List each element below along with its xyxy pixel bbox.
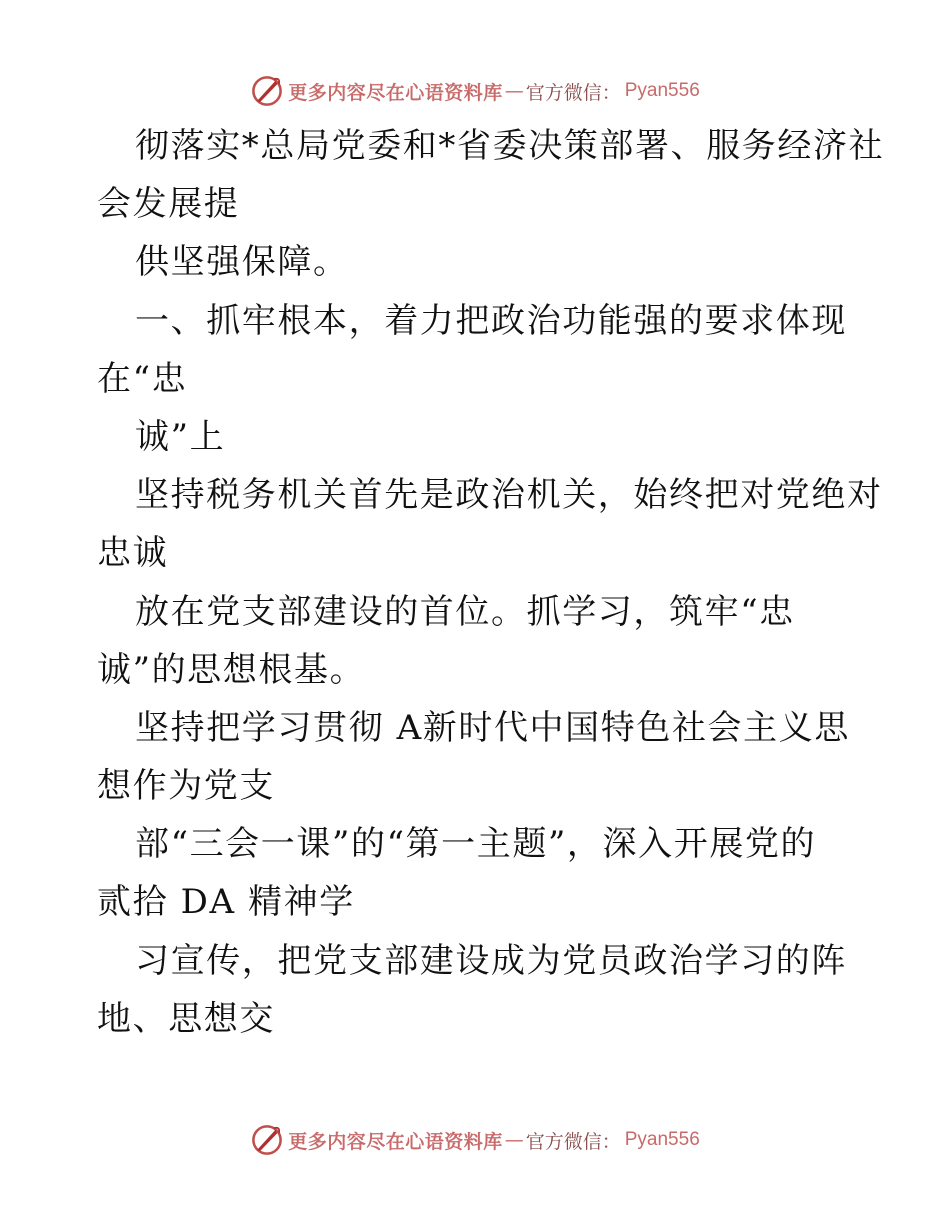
text-line: 诚”的思想根基。: [97, 649, 366, 690]
watermark-dash: —: [504, 1129, 524, 1151]
watermark-sub-text: 官方微信：: [525, 81, 621, 104]
watermark-sub-text: 官方微信：: [525, 1130, 621, 1153]
watermark-header: [0, 71, 950, 111]
watermark-id-text: Pyan556: [624, 80, 700, 101]
text-line: 彻落实*总局党委和*省委决策部署、服务经济社: [135, 126, 885, 166]
text-line: 地、思想交: [97, 998, 275, 1039]
section-heading-line: 在“忠: [97, 358, 188, 399]
text-line: 供坚强保障。: [135, 242, 349, 283]
text-line: 习宣传，把党支部建设成为党员政治学习的阵: [135, 940, 847, 981]
section-heading-line: 一、抓牢根本，着力把政治功能强的要求体现: [135, 300, 847, 341]
text-line: 部“三会一课”的“第一主题”，深入开展党的: [135, 824, 817, 865]
watermark-main-text: 更多内容尽在心语资料库: [288, 1130, 503, 1153]
section-heading-line: 诚”上: [135, 416, 226, 457]
quill-logo-icon: [250, 74, 284, 108]
text-line: 坚持税务机关首先是政治机关，始终把对党绝对: [135, 475, 883, 516]
text-line: 想作为党支: [97, 766, 275, 807]
text-line: 放在党支部建设的首位。抓学习，筑牢“忠: [135, 591, 795, 632]
text-line: 贰拾 DA 精神学: [97, 882, 355, 923]
watermark-footer: [0, 1120, 950, 1160]
watermark-id-text: Pyan556: [624, 1129, 700, 1150]
quill-logo-icon: [250, 1123, 284, 1157]
watermark-main-text: 更多内容尽在心语资料库: [288, 81, 503, 104]
watermark-dash: —: [504, 80, 524, 102]
text-line: 忠诚: [97, 533, 169, 574]
text-line: 坚持把学习贯彻 A新时代中国特色社会主义思: [135, 707, 850, 748]
text-line: 会发展提: [97, 184, 240, 225]
document-body: [97, 117, 885, 1048]
